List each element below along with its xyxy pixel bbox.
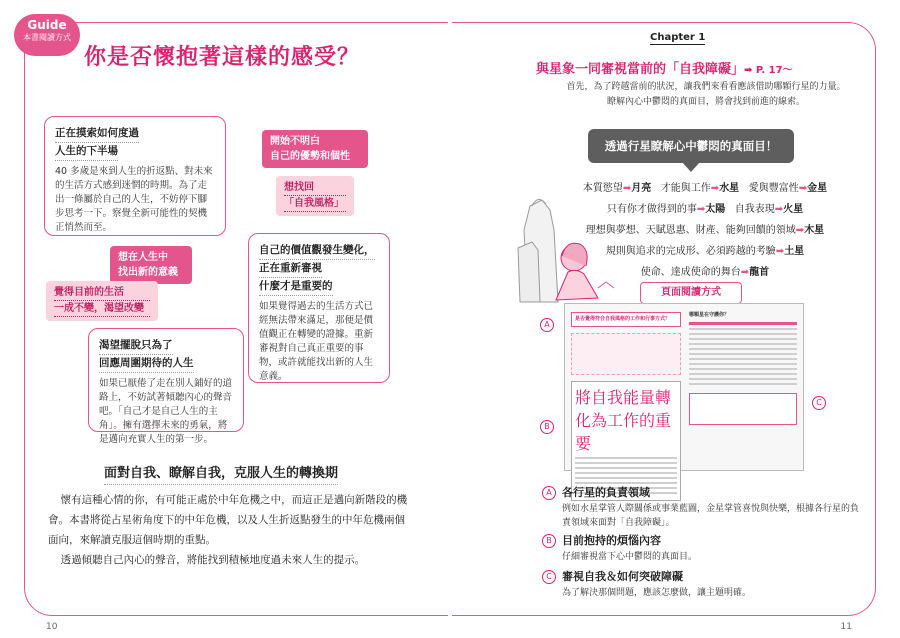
tag-own-style: 想找回 「自我風格」 bbox=[276, 176, 354, 216]
body-text bbox=[48, 490, 408, 570]
sample-note-box bbox=[689, 393, 797, 425]
banner-pointer bbox=[682, 162, 700, 172]
callout-b: B bbox=[540, 420, 554, 434]
page-title: 你是否懷抱著這樣的感受？ bbox=[84, 45, 361, 70]
sample-page-thumbnail bbox=[564, 303, 804, 471]
right-page-title: 與星象一同審視當前的「自我障礙」➡ P. 17～ bbox=[536, 62, 793, 77]
callout-c: C bbox=[812, 396, 826, 410]
chapter-label: Chapter 1 bbox=[650, 32, 706, 43]
legend-item-c: C 審視自我＆如何突破障礙 為了解決那個問題，應該怎麼做，讓主題明確。 bbox=[542, 568, 862, 600]
callout-a: A bbox=[540, 318, 554, 332]
tag-strengths: 開始不明白 自己的優勢和個性 bbox=[262, 130, 368, 168]
feeling-box-expectations bbox=[88, 328, 244, 445]
page-number: 10 bbox=[46, 622, 58, 632]
guide-badge bbox=[14, 14, 80, 56]
section-heading: 面對自我、瞭解自我，克服人生的轉換期 bbox=[104, 462, 338, 485]
intro-text: 首先，為了跨越當前的狀況，讓我們來看看應該借助哪顆行星的力量。 瞭解內心中鬱悶的真面目，將會找到前進的線索。 bbox=[566, 82, 846, 107]
planet-list bbox=[560, 178, 850, 283]
box-text: 如果覺得過去的生活方式已經無法帶來滿足，那便是價值觀正在轉變的證據。重新審視對自己真正重要的事物，或許就能找出新的人生意義。 bbox=[259, 301, 374, 382]
body-paragraph: 透過傾聽自己內心的聲音，將能找到積極地度過未來人生的提示。 bbox=[60, 554, 366, 566]
box-text: 40 多歲是來到人生的折返點、對未來的生活方式感到迷惘的時期。為了走出一條屬於自己的人生，不妨停下腳步思考一下。察覺全新可能性的契機正悄然而至。 bbox=[55, 166, 213, 233]
feeling-box-second-half bbox=[44, 116, 226, 236]
guide-badge-title: Guide bbox=[27, 18, 67, 32]
planet-banner: 透過行星瞭解心中鬱悶的真面目！ bbox=[588, 129, 794, 163]
box-heading: 渴望擺脫只為了 回應周圍期待的人生 bbox=[99, 337, 233, 373]
planet-row: 規則與追求的完成形、必須跨越的考驗➡土星 bbox=[605, 246, 805, 257]
box-text: 如果已厭倦了走在別人鋪好的道路上，不妨試著傾聽內心的聲音吧。「自己才是自己人生的主角」。擁有選擇未來的勇氣，將是邁向充實人生的第一步。 bbox=[99, 378, 233, 445]
feeling-box-values bbox=[248, 233, 390, 383]
page-number: 11 bbox=[840, 622, 852, 632]
right-page bbox=[450, 0, 900, 638]
page-guide-banner: 頁面閱讀方式 bbox=[640, 282, 742, 304]
legend-item-a: A 各行星的負責領域 例如水星掌管人際關係或事業藍圖，金星掌管喜悅與快樂，根據各行星的負責領域來面對「自我障礙」。 bbox=[542, 484, 862, 530]
guide-badge-subtitle: 本書閱讀方式 bbox=[23, 33, 71, 42]
page-reference: ➡ P. 17～ bbox=[744, 65, 793, 76]
box-heading: 自己的價值觀發生變化， 正在重新審視 什麼才是重要的 bbox=[259, 242, 379, 296]
sample-text-box: 將自我能量轉化為工作的重要 bbox=[571, 381, 681, 501]
sample-left-column bbox=[571, 312, 681, 462]
box-heading: 正在摸索如何度過 人生的下半場 bbox=[55, 125, 215, 161]
tag-new-meaning: 想在人生中 找出新的意義 bbox=[110, 246, 192, 284]
sample-right-column: 哪顆星在守護你？ bbox=[689, 312, 797, 462]
sample-illustration bbox=[571, 333, 681, 375]
body-paragraph: 懷有這種心情的你，有可能正處於中年危機之中，而這正是邁向新階段的機會。本書將從占星術角度下的中年危機，以及人生折返點發生的中年危機兩個面向，來解讀克服這個時期的重點。 bbox=[48, 494, 408, 546]
planet-row: 只有你才做得到的事➡太陽 自我表現➡火星 bbox=[606, 204, 804, 215]
planet-row: 本質慾望➡月亮 才能與工作➡水星 愛與豐富性➡金星 bbox=[582, 183, 828, 194]
tag-current-life: 覺得目前的生活 一成不變，渴望改變 bbox=[46, 281, 158, 321]
legend-item-b: B 目前抱持的煩惱內容 仔細審視當下心中鬱悶的真面目。 bbox=[542, 532, 862, 564]
planet-row: 使命、達成使命的舞台➡龍首 bbox=[640, 267, 770, 278]
planet-row: 理想與夢想、天賦恩惠、財產、能夠回饋的領域➡木星 bbox=[585, 225, 825, 236]
sample-title-box: 是否覺得符合自我風格的工作和行事方式？ bbox=[571, 312, 681, 327]
